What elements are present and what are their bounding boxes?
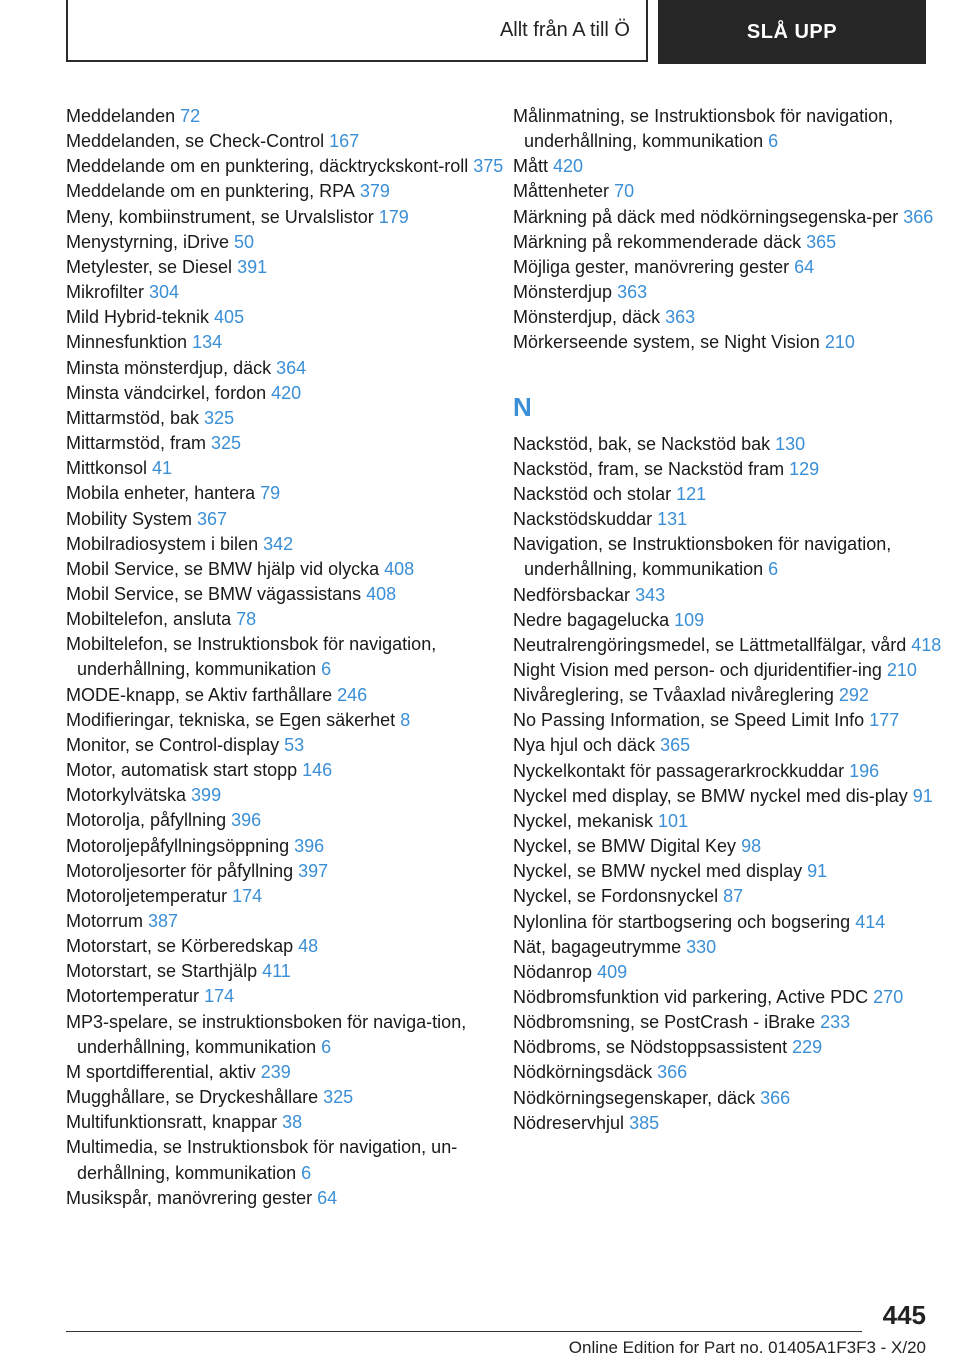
section-tab[interactable]: Allt från A till Ö [66,0,648,62]
entry-text: Mobila enheter, hantera [66,483,256,504]
page-link[interactable]: 177 [869,710,900,731]
index-group-m [513,104,953,356]
page-link[interactable]: 397 [298,860,329,881]
entry-text: Mittkonsol [66,458,148,479]
entry-text: Måttenheter [513,181,610,202]
index-entry [66,179,506,204]
entry-text: Nödkörningsegenskaper, däck [513,1087,756,1108]
entry-text: Mobil Service, se BMW hjälp vid olycka [66,558,380,579]
index-entry [66,632,506,682]
index-entry [513,1010,953,1035]
entry-text: Modifieringar, tekniska, se Egen säkerhet [66,709,396,730]
index-entry [513,205,953,230]
page-link[interactable]: 167 [329,131,360,152]
entry-text: Nylonlina för startbogsering och bogsering [513,911,851,932]
index-entry [513,985,953,1010]
index-entry [513,759,953,784]
index-entry [513,154,953,179]
page-link[interactable]: 134 [192,332,223,353]
index-entry [66,481,506,506]
index-entry [513,255,953,280]
index-entry [66,356,506,381]
entry-text: Multimedia, se Instruktionsbok för navigation, un-derhållning, kommunikation [66,1137,458,1183]
index-entry [66,859,506,884]
page-link[interactable]: 8 [400,709,411,730]
index-entry [66,381,506,406]
page-link[interactable]: 292 [838,685,869,706]
entry-text: Navigation, se Instruktionsboken för navigation, underhållning, kommunikation [513,534,892,580]
entry-text: Monitor, se Control-display [66,734,280,755]
entry-text: Mobilradiosystem i bilen [66,533,259,554]
index-entry [513,884,953,909]
entry-text: Möjliga gester, manövrering gester [513,256,790,277]
entry-text: Nackstödskuddar [513,509,653,530]
page-number: 445 [882,1300,926,1330]
page-link[interactable]: 420 [553,156,584,177]
entry-text: Nackstöd och stolar [513,483,672,504]
page-link[interactable]: 385 [629,1112,660,1133]
page-link[interactable]: 6 [768,559,779,580]
page-link[interactable]: 78 [236,609,257,630]
index-entry [513,532,953,582]
entry-text: Meny, kombiinstrument, se Urvalslistor [66,206,374,227]
page-link[interactable]: 72 [180,106,201,126]
page-link[interactable]: 365 [806,231,837,252]
index-entry [66,255,506,280]
page-link[interactable]: 229 [792,1037,823,1058]
page-header [66,0,926,64]
index-entry [66,431,506,456]
entry-text: Musikspår, manövrering gester [66,1187,313,1208]
page-link[interactable]: 174 [232,885,263,906]
index-entry [66,783,506,808]
page-link[interactable]: 101 [658,810,689,831]
page-link[interactable]: 6 [301,1162,312,1183]
entry-text: Nät, bagageutrymme [513,936,682,957]
page-link[interactable]: 270 [873,987,904,1007]
entry-text: Nyckel, se BMW nyckel med display [513,861,803,882]
page-link[interactable]: 409 [597,961,628,982]
entry-text: M sportdifferential, aktiv [66,1061,256,1082]
page-link[interactable]: 246 [337,684,368,705]
page-link[interactable]: 98 [741,836,762,857]
index-entry [513,457,953,482]
entry-text: Nedre bagagelucka [513,609,670,630]
entry-text: Mönsterdjup [513,282,613,303]
index-entry [513,809,953,834]
page-link[interactable]: 174 [204,986,235,1007]
page-link[interactable]: 64 [794,256,815,277]
entry-text: Motorrum [66,911,144,931]
index-entry [66,884,506,909]
page-link[interactable]: 366 [657,1062,688,1083]
entry-text: Mobil Service, se BMW vägassistans [66,583,362,604]
index-entry [66,129,506,154]
page-link[interactable]: 342 [263,533,294,554]
entry-text: Nyckel, se BMW Digital Key [513,836,737,857]
page-link[interactable]: 179 [378,206,409,227]
entry-text: Meddelande om en punktering, däcktryckskont-roll [66,156,469,177]
page-link[interactable]: 420 [271,382,302,403]
index-entry [66,305,506,330]
page-link[interactable]: 325 [323,1087,354,1108]
page-link[interactable]: 239 [260,1061,291,1082]
entry-text: Nödbromsning, se PostCrash - iBrake [513,1012,816,1033]
index-entry [513,935,953,960]
entry-text: Nedförsbackar [513,584,631,605]
entry-text: Motorkylvätska [66,785,187,806]
index-entry [66,1135,506,1185]
entry-text: Målinmatning, se Instruktionsbok för navigation, underhållning, kommunikation [513,106,894,152]
entry-text: Mugghållare, se Dryckeshållare [66,1087,319,1108]
entry-text: Mönsterdjup, däck [513,307,661,328]
page-link[interactable]: 375 [473,156,504,177]
index-entry [66,557,506,582]
index-entry [513,1086,953,1111]
page-link[interactable]: 363 [617,282,648,303]
page-link[interactable]: 411 [262,961,291,982]
page-link[interactable]: 367 [197,508,228,529]
index-entry [66,834,506,859]
page-link[interactable]: 6 [321,659,332,680]
page-link[interactable]: 387 [148,911,179,931]
index-entry [66,507,506,532]
entry-text: Motor, automatisk start stopp [66,760,298,781]
entry-text: Mått [513,156,549,177]
entry-text: Mobility System [66,508,193,529]
entry-text: Nyckel, mekanisk [513,810,654,831]
entry-text: Metylester, se Diesel [66,256,233,277]
entry-text: Meddelanden [66,106,176,126]
entry-text: Motorstart, se Körberedskap [66,936,294,957]
index-entry [66,154,506,179]
entry-text: Mobiltelefon, ansluta [66,609,232,630]
page-link[interactable]: 210 [824,332,855,353]
page-link[interactable]: 6 [768,131,779,152]
page-link[interactable]: 79 [260,483,281,504]
index-entry [513,482,953,507]
page-link[interactable]: 418 [911,634,942,655]
index-entry [66,280,506,305]
entry-text: Minnesfunktion [66,332,188,353]
page-link[interactable]: 325 [211,433,242,454]
entry-text: Nackstöd, bak, se Nackstöd bak [513,433,771,454]
page-link[interactable]: 91 [807,861,828,882]
page-link[interactable]: 109 [674,609,705,630]
entry-text: Motorstart, se Starthjälp [66,961,258,982]
index-entry [513,910,953,935]
page-link[interactable]: 41 [152,458,173,479]
index-column-right [513,104,953,1136]
index-entry [513,859,953,884]
entry-text: Nya hjul och däck [513,735,656,756]
index-entry [66,1186,506,1211]
entry-text: Nödbromsfunktion vid parkering, Active PDC [513,987,869,1007]
entry-text: Motoroljesorter för påfyllning [66,860,294,881]
page-link[interactable]: 330 [686,936,717,957]
index-column-left [66,104,506,1211]
index-entry [66,1010,506,1060]
entry-text: Mikrofilter [66,282,145,303]
entry-text: No Passing Information, se Speed Limit Info [513,710,865,731]
index-entry [66,104,506,129]
page-link[interactable]: 210 [886,659,917,680]
entry-text: Mittarmstöd, bak [66,407,200,428]
index-entry [66,607,506,632]
page-link[interactable]: 396 [294,835,325,856]
index-entry [66,1110,506,1135]
entry-text: Nödkörningsdäck [513,1062,653,1083]
index-entry [513,834,953,859]
entry-text: Mobiltelefon, se Instruktionsbok för navigation, underhållning, kommunikation [66,634,437,680]
page-link[interactable]: 396 [231,810,262,831]
index-entry [66,959,506,984]
section-letter: N [513,391,532,422]
page-link[interactable]: 131 [657,509,688,530]
entry-text: Minsta vändcirkel, fordon [66,382,267,403]
index-entry [66,934,506,959]
index-entry [513,608,953,633]
entry-text: Menystyrning, iDrive [66,231,230,252]
page-link[interactable]: 366 [903,206,934,227]
entry-text: Neutralrengöringsmedel, se Lättmetallfälgar, vård [513,634,907,655]
page-link[interactable]: 70 [614,181,635,202]
page-link[interactable]: 399 [191,785,222,806]
index-entry [513,683,953,708]
index-entry [513,432,953,457]
index-entry [66,205,506,230]
entry-text: Meddelanden, se Check-Control [66,131,325,152]
index-entry [66,708,506,733]
entry-text: Mild Hybrid-teknik [66,307,210,328]
page-link[interactable]: 233 [820,1012,851,1033]
footer-divider [66,1331,862,1332]
index-entry [66,330,506,355]
entry-text: Motoroljepåfyllningsöppning [66,835,290,856]
entry-text: Motoroljetemperatur [66,885,228,906]
index-entry [513,784,953,809]
page-link[interactable]: 365 [660,735,691,756]
page-link[interactable]: 363 [665,307,696,328]
page-link[interactable]: 304 [149,282,180,303]
page-link[interactable]: 48 [298,936,319,957]
entry-text: MODE-knapp, se Aktiv farthållare [66,684,333,705]
entry-text: MP3-spelare, se instruktionsboken för naviga-tion, underhållning, kommunikation [66,1011,467,1057]
footer-text: Online Edition for Part no. 01405A1F3F3 - X/20 [568,1338,926,1357]
index-entry [513,179,953,204]
entry-text: Nödanrop [513,961,593,982]
index-entry [513,960,953,985]
entry-text: Minsta mönsterdjup, däck [66,357,272,378]
index-entry [66,733,506,758]
index-entry [513,733,953,758]
entry-text: Night Vision med person- och djuridentifier-ing [513,659,882,680]
entry-text: Nackstöd, fram, se Nackstöd fram [513,458,785,479]
index-entry [513,1060,953,1085]
index-entry [513,104,953,154]
entry-text: Nyckelkontakt för passagerarkrockkuddar [513,760,845,781]
entry-text: Meddelande om en punktering, RPA [66,181,355,202]
index-entry [66,984,506,1009]
page-link[interactable]: 343 [635,584,666,605]
page-link[interactable]: 414 [855,911,886,932]
index-entry [66,808,506,833]
index-entry [66,406,506,431]
index-entry [513,658,953,683]
page-link[interactable]: 408 [366,583,397,604]
index-entry [513,280,953,305]
entry-text: Nyckel, se Fordonsnyckel [513,886,719,907]
index-entry [513,583,953,608]
index-entry [66,758,506,783]
index-entry [513,330,953,355]
index-entry [513,633,953,658]
index-entry [66,1085,506,1110]
index-entry [66,582,506,607]
index-entry [66,456,506,481]
page-link[interactable]: 91 [912,785,933,806]
page-link[interactable]: 87 [723,886,744,907]
entry-text: Motortemperatur [66,986,200,1007]
page-link[interactable]: 50 [234,231,255,252]
index-entry [66,532,506,557]
index-entry [513,1035,953,1060]
page-link[interactable]: 53 [284,734,305,755]
entry-text: Nivåreglering, se Tvåaxlad nivåreglering [513,685,834,706]
page-link[interactable]: 130 [775,433,806,454]
index-entry [66,1060,506,1085]
page-link[interactable]: 38 [282,1112,303,1133]
page-link[interactable]: 325 [204,407,235,428]
index-entry [513,507,953,532]
index-entry [513,708,953,733]
page-link[interactable]: 408 [384,558,415,579]
page-link[interactable]: 121 [676,483,707,504]
entry-text: Nyckel med display, se BMW nyckel med dis-play [513,785,908,806]
entry-text: Nödbroms, se Nödstoppsassistent [513,1037,788,1058]
page-link[interactable]: 391 [237,256,268,277]
page-link[interactable]: 6 [321,1036,332,1057]
page-link[interactable]: 379 [359,181,390,202]
entry-text: Märkning på rekommenderade däck [513,231,802,252]
page-link[interactable]: 129 [789,458,820,479]
entry-text: Mittarmstöd, fram [66,433,207,454]
lookup-button[interactable]: SLÅ UPP [658,0,926,64]
page-link[interactable]: 64 [317,1187,338,1208]
index-group-n [513,432,953,1136]
index-entry [66,683,506,708]
index-entry [66,909,506,934]
page-link[interactable]: 405 [214,307,245,328]
page-link[interactable]: 196 [849,760,880,781]
index-entry [66,230,506,255]
entry-text: Nödreservhjul [513,1112,625,1133]
page-link[interactable]: 146 [302,760,333,781]
entry-text: Motorolja, påfyllning [66,810,227,831]
page-link[interactable]: 366 [760,1087,791,1108]
entry-text: Mörkerseende system, se Night Vision [513,332,820,353]
page-link[interactable]: 364 [276,357,307,378]
entry-text: Multifunktionsratt, knappar [66,1112,278,1133]
index-entry [513,230,953,255]
entry-text: Märkning på däck med nödkörningsegenska-per [513,206,899,227]
index-entry [513,1111,953,1136]
index-entry [513,305,953,330]
